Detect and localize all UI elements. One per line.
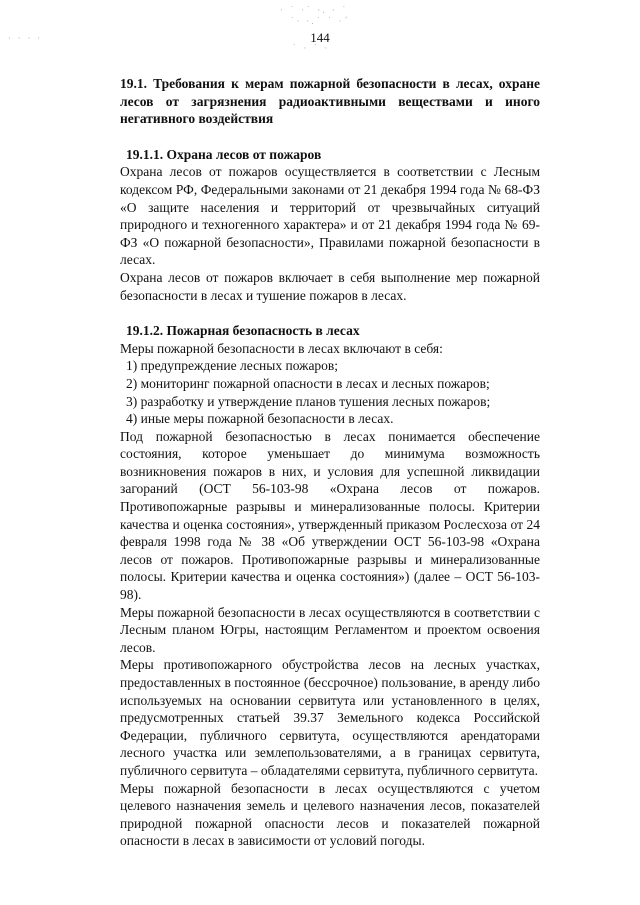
paragraph: Меры пожарной безопасности в лесах осуществляются в соответствии с Лесным планом Югры, настоящим Регламентом и проектом освоения лесов. [120, 604, 540, 655]
section-title-line: негативного воздействия [120, 111, 274, 127]
paragraph: Меры пожарной безопасности в лесах включают в себя: [120, 340, 443, 356]
subsection-title: 19.1.2. Пожарная безопасность в лесах [126, 323, 360, 339]
page-number: 144 [310, 30, 330, 45]
paragraph: Охрана лесов от пожаров осуществляется в соответствии с Лесным кодексом РФ, Федеральными законами от 21 декабря 1994 года № 68-ФЗ «О защите населения и территорий от чрезвычайных ситуаций природного и техногенного характера» и от 21 декабря 1994 года № 69-ФЗ «О пожарной безопасности», Правилами пожарной безопасности в лесах. [120, 164, 540, 268]
scan-artifact-left: · · · · [8, 34, 43, 44]
list-item: 1) предупреждение лесных пожаров; [126, 358, 339, 374]
document-body [120, 75, 540, 850]
paragraph: Охрана лесов от пожаров включает в себя выполнение мер пожарной безопасности в лесах и тушение пожаров в лесах. [120, 269, 540, 303]
list-item: 3) разработку и утверждение планов тушения лесных пожаров; [126, 393, 491, 409]
section-title-line: 19.1. Требования к мерам пожарной безопасности в лесах, охране [120, 76, 540, 91]
paragraph: Под пожарной безопасностью в лесах понимается обеспечение состояния, которое уменьшает до минимума возможность возникновения пожаров в них, и условия для успешной ликвидации загораний (ОСТ 56-103-98 «Охрана лесов от пожаров. Противопожарные разрывы и минерализованные полосы. Критерии качества и оценка состояния», утвержденный приказом Рослесхоза от 24 февраля 1998 года № 38 «Об утверждении ОСТ 56-103-98 «Охрана лесов от пожаров. Противопожарные разрывы и минерализованные полосы. Критерии качества и оценка состояния») (далее – ОСТ 56-103-98). [120, 428, 540, 603]
section-title-line: лесов от загрязнения радиоактивными веществами и иного [120, 93, 540, 109]
subsection-title: 19.1.1. Охрана лесов от пожаров [126, 146, 322, 162]
list-item: 2) мониторинг пожарной опасности в лесах и лесных пожаров; [126, 375, 490, 391]
section-title [120, 75, 540, 128]
scan-artifact-top-2: ˙· ·.˙ ˙ ·´ [290, 17, 351, 27]
paragraph: Меры пожарной безопасности в лесах осуществляются с учетом целевого назначения земель и целевого назначения лесов, показателей природной пожарной опасности лесов и показателей пожарной опасности в лесах в зависимости от условий погоды. [120, 780, 540, 849]
scan-artifact-sub: ˙ · ˙ · [292, 44, 330, 54]
paragraph: Меры противопожарного обустройства лесов на лесных участках, предоставленных в постоянное (бессрочное) пользование, в аренду либо используемых на основании сервитута или установленного в целях, предусмотренных статьей 39.37 Земельного кодекса Российской Федерации, публичного сервитута, осуществляются арендаторами лесного участка или землепользователями, а в границах сервитута, публичного сервитута – обладателями сервитута, публичного сервитута. [120, 657, 540, 778]
list-item: 4) иные меры пожарной безопасности в лесах. [126, 411, 394, 427]
scan-artifact-top: · ˙ ·˙ ·. · ˙ [280, 6, 349, 16]
